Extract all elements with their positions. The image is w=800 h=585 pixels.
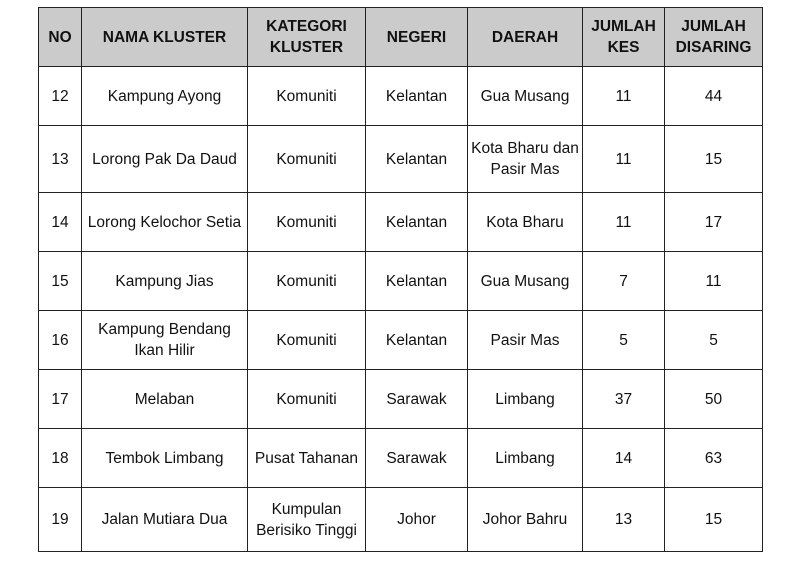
cell-no: 13: [39, 126, 82, 193]
cell-daerah: Limbang: [468, 429, 583, 488]
cell-jumlah-kes: 37: [583, 370, 665, 429]
cell-kategori-kluster: Komuniti: [248, 126, 366, 193]
header-jumlah-disaring: JUMLAH DISARING: [665, 8, 763, 67]
cell-negeri: Kelantan: [366, 126, 468, 193]
cell-jumlah-kes: 14: [583, 429, 665, 488]
cell-negeri: Kelantan: [366, 193, 468, 252]
cell-kategori-kluster: Komuniti: [248, 252, 366, 311]
cell-kategori-kluster: Komuniti: [248, 193, 366, 252]
cell-nama-kluster: Melaban: [82, 370, 248, 429]
table-row: [39, 126, 763, 193]
cell-daerah: Limbang: [468, 370, 583, 429]
table-row: [39, 67, 763, 126]
table-header-row: [39, 8, 763, 67]
cell-jumlah-kes: 11: [583, 67, 665, 126]
cell-daerah: Gua Musang: [468, 67, 583, 126]
cluster-table-container: [38, 7, 763, 552]
table-row: [39, 311, 763, 370]
cell-nama-kluster: Jalan Mutiara Dua: [82, 488, 248, 552]
header-negeri: NEGERI: [366, 8, 468, 67]
cell-negeri: Sarawak: [366, 370, 468, 429]
cell-daerah: Pasir Mas: [468, 311, 583, 370]
cell-kategori-kluster: Kumpulan Berisiko Tinggi: [248, 488, 366, 552]
table-row: [39, 429, 763, 488]
cell-kategori-kluster: Komuniti: [248, 311, 366, 370]
cell-no: 12: [39, 67, 82, 126]
cell-nama-kluster: Lorong Kelochor Setia: [82, 193, 248, 252]
cell-daerah: Gua Musang: [468, 252, 583, 311]
cell-jumlah-disaring: 5: [665, 311, 763, 370]
table-row: [39, 252, 763, 311]
cell-no: 19: [39, 488, 82, 552]
cell-daerah: Kota Bharu dan Pasir Mas: [468, 126, 583, 193]
cell-jumlah-disaring: 15: [665, 126, 763, 193]
cell-jumlah-kes: 11: [583, 193, 665, 252]
cell-jumlah-disaring: 63: [665, 429, 763, 488]
cell-nama-kluster: Kampung Jias: [82, 252, 248, 311]
cell-jumlah-kes: 7: [583, 252, 665, 311]
table-row: [39, 488, 763, 552]
cell-negeri: Kelantan: [366, 311, 468, 370]
cell-jumlah-disaring: 11: [665, 252, 763, 311]
cell-no: 17: [39, 370, 82, 429]
cell-negeri: Kelantan: [366, 252, 468, 311]
cell-jumlah-kes: 11: [583, 126, 665, 193]
cell-kategori-kluster: Komuniti: [248, 67, 366, 126]
header-nama-kluster: NAMA KLUSTER: [82, 8, 248, 67]
cell-no: 15: [39, 252, 82, 311]
cell-no: 18: [39, 429, 82, 488]
cell-negeri: Johor: [366, 488, 468, 552]
cell-jumlah-disaring: 44: [665, 67, 763, 126]
cell-nama-kluster: Tembok Limbang: [82, 429, 248, 488]
header-kategori-kluster: KATEGORI KLUSTER: [248, 8, 366, 67]
cell-jumlah-disaring: 17: [665, 193, 763, 252]
cell-daerah: Kota Bharu: [468, 193, 583, 252]
cell-nama-kluster: Kampung Bendang Ikan Hilir: [82, 311, 248, 370]
table-row: [39, 370, 763, 429]
cell-jumlah-disaring: 50: [665, 370, 763, 429]
cell-nama-kluster: Kampung Ayong: [82, 67, 248, 126]
cell-negeri: Kelantan: [366, 67, 468, 126]
table-row: [39, 193, 763, 252]
cell-daerah: Johor Bahru: [468, 488, 583, 552]
cell-no: 16: [39, 311, 82, 370]
header-jumlah-kes: JUMLAH KES: [583, 8, 665, 67]
header-no: NO: [39, 8, 82, 67]
cell-jumlah-kes: 13: [583, 488, 665, 552]
cell-jumlah-disaring: 15: [665, 488, 763, 552]
cell-jumlah-kes: 5: [583, 311, 665, 370]
cell-kategori-kluster: Komuniti: [248, 370, 366, 429]
cell-no: 14: [39, 193, 82, 252]
cell-kategori-kluster: Pusat Tahanan: [248, 429, 366, 488]
cell-nama-kluster: Lorong Pak Da Daud: [82, 126, 248, 193]
header-daerah: DAERAH: [468, 8, 583, 67]
cluster-table: [38, 7, 763, 552]
cell-negeri: Sarawak: [366, 429, 468, 488]
